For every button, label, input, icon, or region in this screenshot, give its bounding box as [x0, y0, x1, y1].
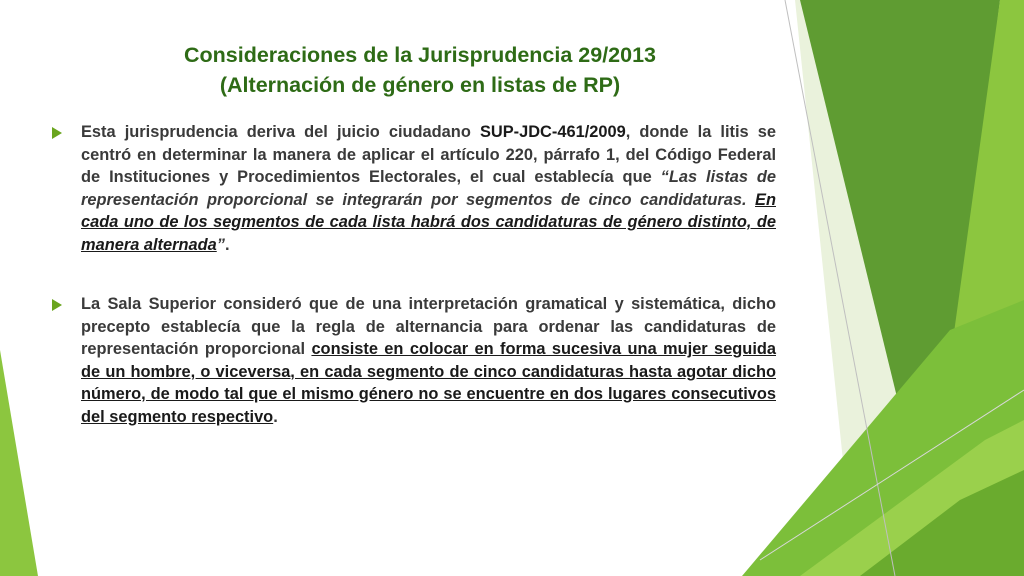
slide-title: [100, 40, 740, 100]
bullet-item-1: [52, 121, 776, 256]
title-line-2: (Alternación de género en listas de RP): [219, 73, 621, 97]
left-green-stripe: [0, 350, 38, 576]
bullet-2-underlined-text: consiste en colocar en forma sucesiva una mujer seguida de un hombre, o viceversa, en cada segmento de cinco candidaturas hasta agotar dicho número, de modo tal que el mismo género no se encuentre en dos lugares consecutivos del segmento respectivo: [81, 340, 776, 426]
bullet-1-underlined-quote: En cada uno de los segmentos de cada lista habrá dos candidaturas de género distinto, de manera alternada: [81, 190, 776, 254]
bullet-arrow-icon: [52, 299, 62, 311]
bullet-2-text-1: La Sala Superior consideró que de una interpretación gramatical y sistemática, dicho precepto establecía que la regla de alternancia para ordenar las candidaturas de representación proporcional: [81, 295, 776, 358]
bullet-item-2: [52, 293, 776, 428]
bullet-1-case-number: SUP-JDC-461/2009: [479, 123, 626, 141]
bullet-1-period: .: [224, 235, 230, 254]
bullet-1-text-1: Esta jurisprudencia deriva del juicio ciudadano: [81, 123, 480, 141]
slide-content: [52, 121, 776, 428]
bullet-1-quote: “Las listas de representación proporcional se integrarán por segmentos de cinco candidaturas.: [81, 168, 776, 209]
bullet-arrow-icon: [52, 127, 62, 139]
bullet-2-period: .: [273, 407, 278, 426]
bullet-1-quote-close: ”: [216, 235, 225, 254]
title-line-1: Consideraciones de la Jurisprudencia 29/2013: [183, 43, 656, 67]
bullet-1-text-3: , donde la litis se centró en determinar la manera de aplicar el artículo 220, párrafo 1, del Código Federal de Instituciones y Procedimientos Electorales, el cual establecía que: [81, 123, 776, 186]
